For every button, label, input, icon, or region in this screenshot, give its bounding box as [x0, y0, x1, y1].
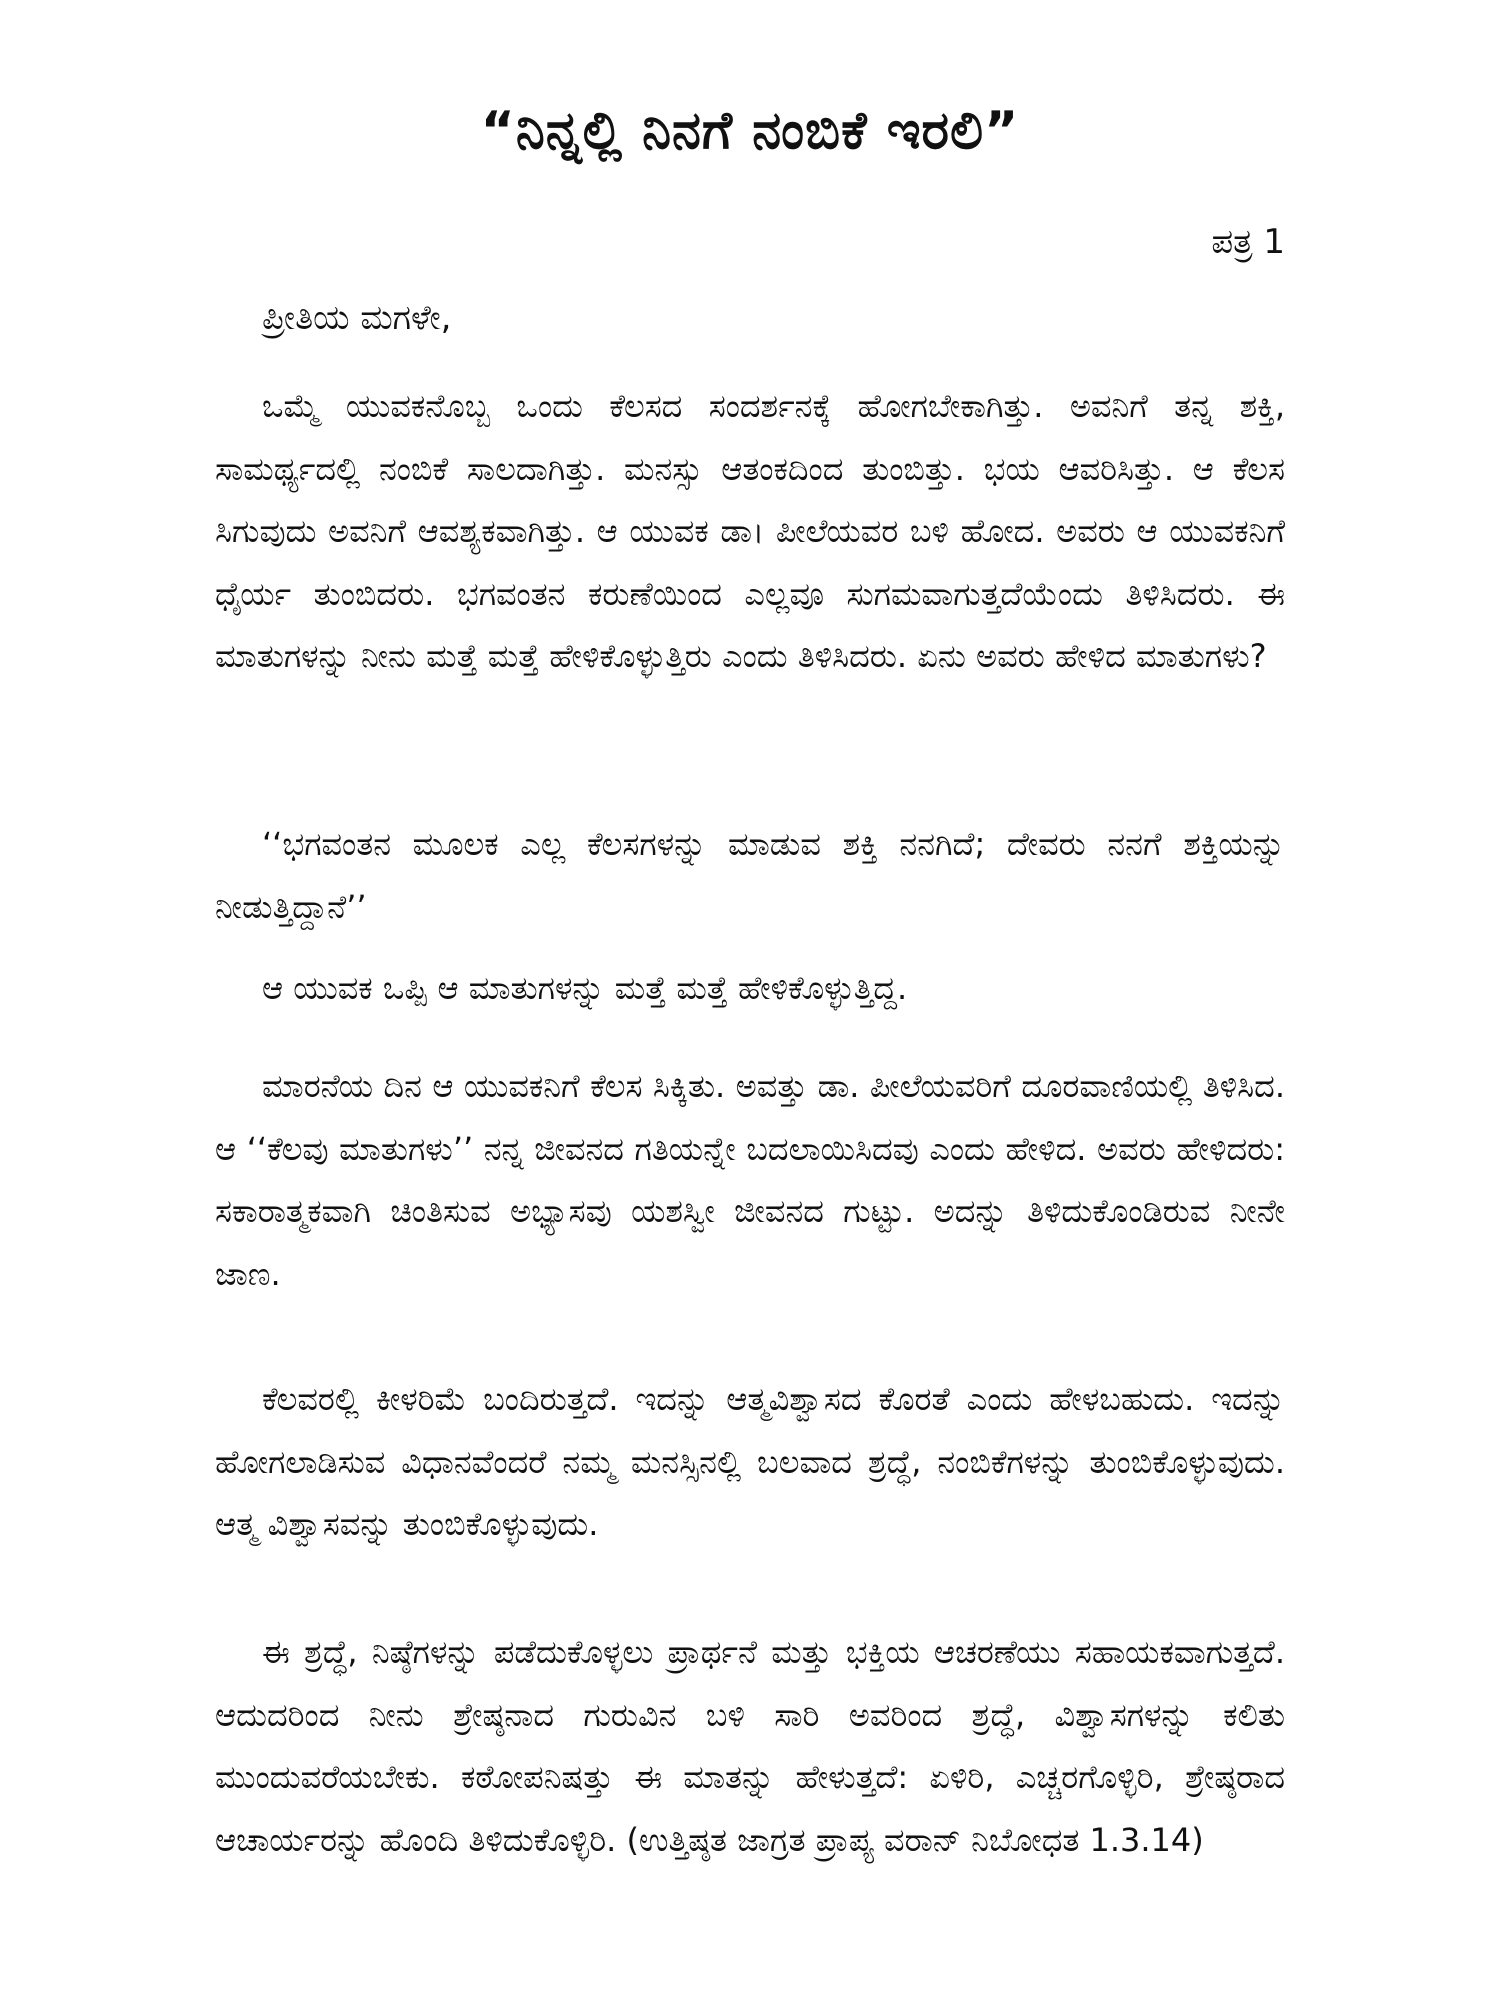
salutation: ಪ್ರೀತಿಯ ಮಗಳೇ, — [262, 298, 452, 338]
paragraph-quote: ‘‘ಭಗವಂತನ ಮೂಲಕ ಎಲ್ಲ ಕೆಲಸಗಳನ್ನು ಮಾಡುವ ಶಕ್ತಿ ನನಗಿದೆ; ದೇವರು ನನಗೆ ಶಕ್ತಿಯನ್ನು ನೀಡುತ್ತಿದ್ದಾನೆ’’ — [215, 825, 1285, 926]
letter-number: ಪತ್ರ 1 — [1211, 222, 1285, 262]
paragraph-1: ಒಮ್ಮೆ ಯುವಕನೊಬ್ಬ ಒಂದು ಕೆಲಸದ ಸಂದರ್ಶನಕ್ಕೆ ಹೋಗಬೇಕಾಗಿತ್ತು. ಅವನಿಗೆ ತನ್ನ ಶಕ್ತಿ, ಸಾಮರ್ಥ್ಯದಲ್ಲಿ ನಂಬಿಕೆ ಸಾಲದಾಗಿತ್ತು. ಮನಸ್ಸು ಆತಂಕದಿಂದ ತುಂಬಿತ್ತು. ಭಯ ಆವರಿಸಿತ್ತು. ಆ ಕೆಲಸ ಸಿಗುವುದು ಅವನಿಗೆ ಆವಶ್ಯಕವಾಗಿತ್ತು. ಆ ಯುವಕ ಡಾ। ಪೀಲೆಯವರ ಬಳಿ ಹೋದ. ಅವರು ಆ ಯುವಕನಿಗೆ ಧೈರ್ಯ ತುಂಬಿದರು. ಭಗವಂತನ ಕರುಣೆಯಿಂದ ಎಲ್ಲವೂ ಸುಗಮವಾಗುತ್ತದೆಯೆಂದು ತಿಳಿಸಿದರು. ಈ ಮಾತುಗಳನ್ನು ನೀನು ಮತ್ತೆ ಮತ್ತೆ ಹೇಳಿಕೊಳ್ಳುತ್ತಿರು ಎಂದು ತಿಳಿಸಿದರು. ಏನು ಅವರು ಹೇಳಿದ ಮಾತುಗಳು? — [215, 387, 1285, 675]
paragraph-4: ಮಾರನೆಯ ದಿನ ಆ ಯುವಕನಿಗೆ ಕೆಲಸ ಸಿಕ್ಕಿತು. ಅವತ್ತು ಡಾ. ಪೀಲೆಯವರಿಗೆ ದೂರವಾಣಿಯಲ್ಲಿ ತಿಳಿಸಿದ. ಆ ‘‘ಕೆಲವು ಮಾತುಗಳು’’ ನನ್ನ ಜೀವನದ ಗತಿಯನ್ನೇ ಬದಲಾಯಿಸಿದವು ಎಂದು ಹೇಳಿದ. ಅವರು ಹೇಳಿದರು: ಸಕಾರಾತ್ಮಕವಾಗಿ ಚಿಂತಿಸುವ ಅಭ್ಯಾಸವು ಯಶಸ್ವೀ ಜೀವನದ ಗುಟ್ಟು. ಅದನ್ನು ತಿಳಿದುಕೊಂಡಿರುವ ನೀನೇ ಜಾಣ. — [215, 1067, 1285, 1293]
paragraph-5: ಕೆಲವರಲ್ಲಿ ಕೀಳರಿಮೆ ಬಂದಿರುತ್ತದೆ. ಇದನ್ನು ಆತ್ಮವಿಶ್ವಾಸದ ಕೊರತೆ ಎಂದು ಹೇಳಬಹುದು. ಇದನ್ನು ಹೋಗಲಾಡಿಸುವ ವಿಧಾನವೆಂದರೆ ನಮ್ಮ ಮನಸ್ಸಿನಲ್ಲಿ ಬಲವಾದ ಶ್ರದ್ಧೆ, ನಂಬಿಕೆಗಳನ್ನು ತುಂಬಿಕೊಳ್ಳುವುದು. ಆತ್ಮ ವಿಶ್ವಾಸವನ್ನು ತುಂಬಿಕೊಳ್ಳುವುದು. — [215, 1380, 1285, 1543]
paragraph-3: ಆ ಯುವಕ ಒಪ್ಪಿ ಆ ಮಾತುಗಳನ್ನು ಮತ್ತೆ ಮತ್ತೆ ಹೇಳಿಕೊಳ್ಳುತ್ತಿದ್ದ. — [262, 969, 908, 1007]
page-title: “ನಿನ್ನಲ್ಲಿ ನಿನಗೆ ನಂಬಿಕೆ ಇರಲಿ” — [480, 101, 1020, 161]
paragraph-6: ಈ ಶ್ರದ್ಧೆ, ನಿಷ್ಠೆಗಳನ್ನು ಪಡೆದುಕೊಳ್ಳಲು ಪ್ರಾರ್ಥನೆ ಮತ್ತು ಭಕ್ತಿಯ ಆಚರಣೆಯು ಸಹಾಯಕವಾಗುತ್ತದೆ. ಆದುದರಿಂದ ನೀನು ಶ್ರೇಷ್ಠನಾದ ಗುರುವಿನ ಬಳಿ ಸಾರಿ ಅವರಿಂದ ಶ್ರದ್ಧೆ, ವಿಶ್ವಾಸಗಳನ್ನು ಕಲಿತು ಮುಂದುವರೆಯಬೇಕು. ಕಠೋಪನಿಷತ್ತು ಈ ಮಾತನ್ನು ಹೇಳುತ್ತದೆ: ಏಳಿರಿ, ಎಚ್ಚರಗೊಳ್ಳಿರಿ, ಶ್ರೇಷ್ಠರಾದ ಆಚಾರ್ಯರನ್ನು ಹೊಂದಿ ತಿಳಿದುಕೊಳ್ಳಿರಿ. (ಉತ್ತಿಷ್ಠತ ಜಾಗ್ರತ ಪ್ರಾಪ್ಯ ವರಾನ್ ನಿಬೋಧತ 1.3.14) — [215, 1633, 1285, 1859]
